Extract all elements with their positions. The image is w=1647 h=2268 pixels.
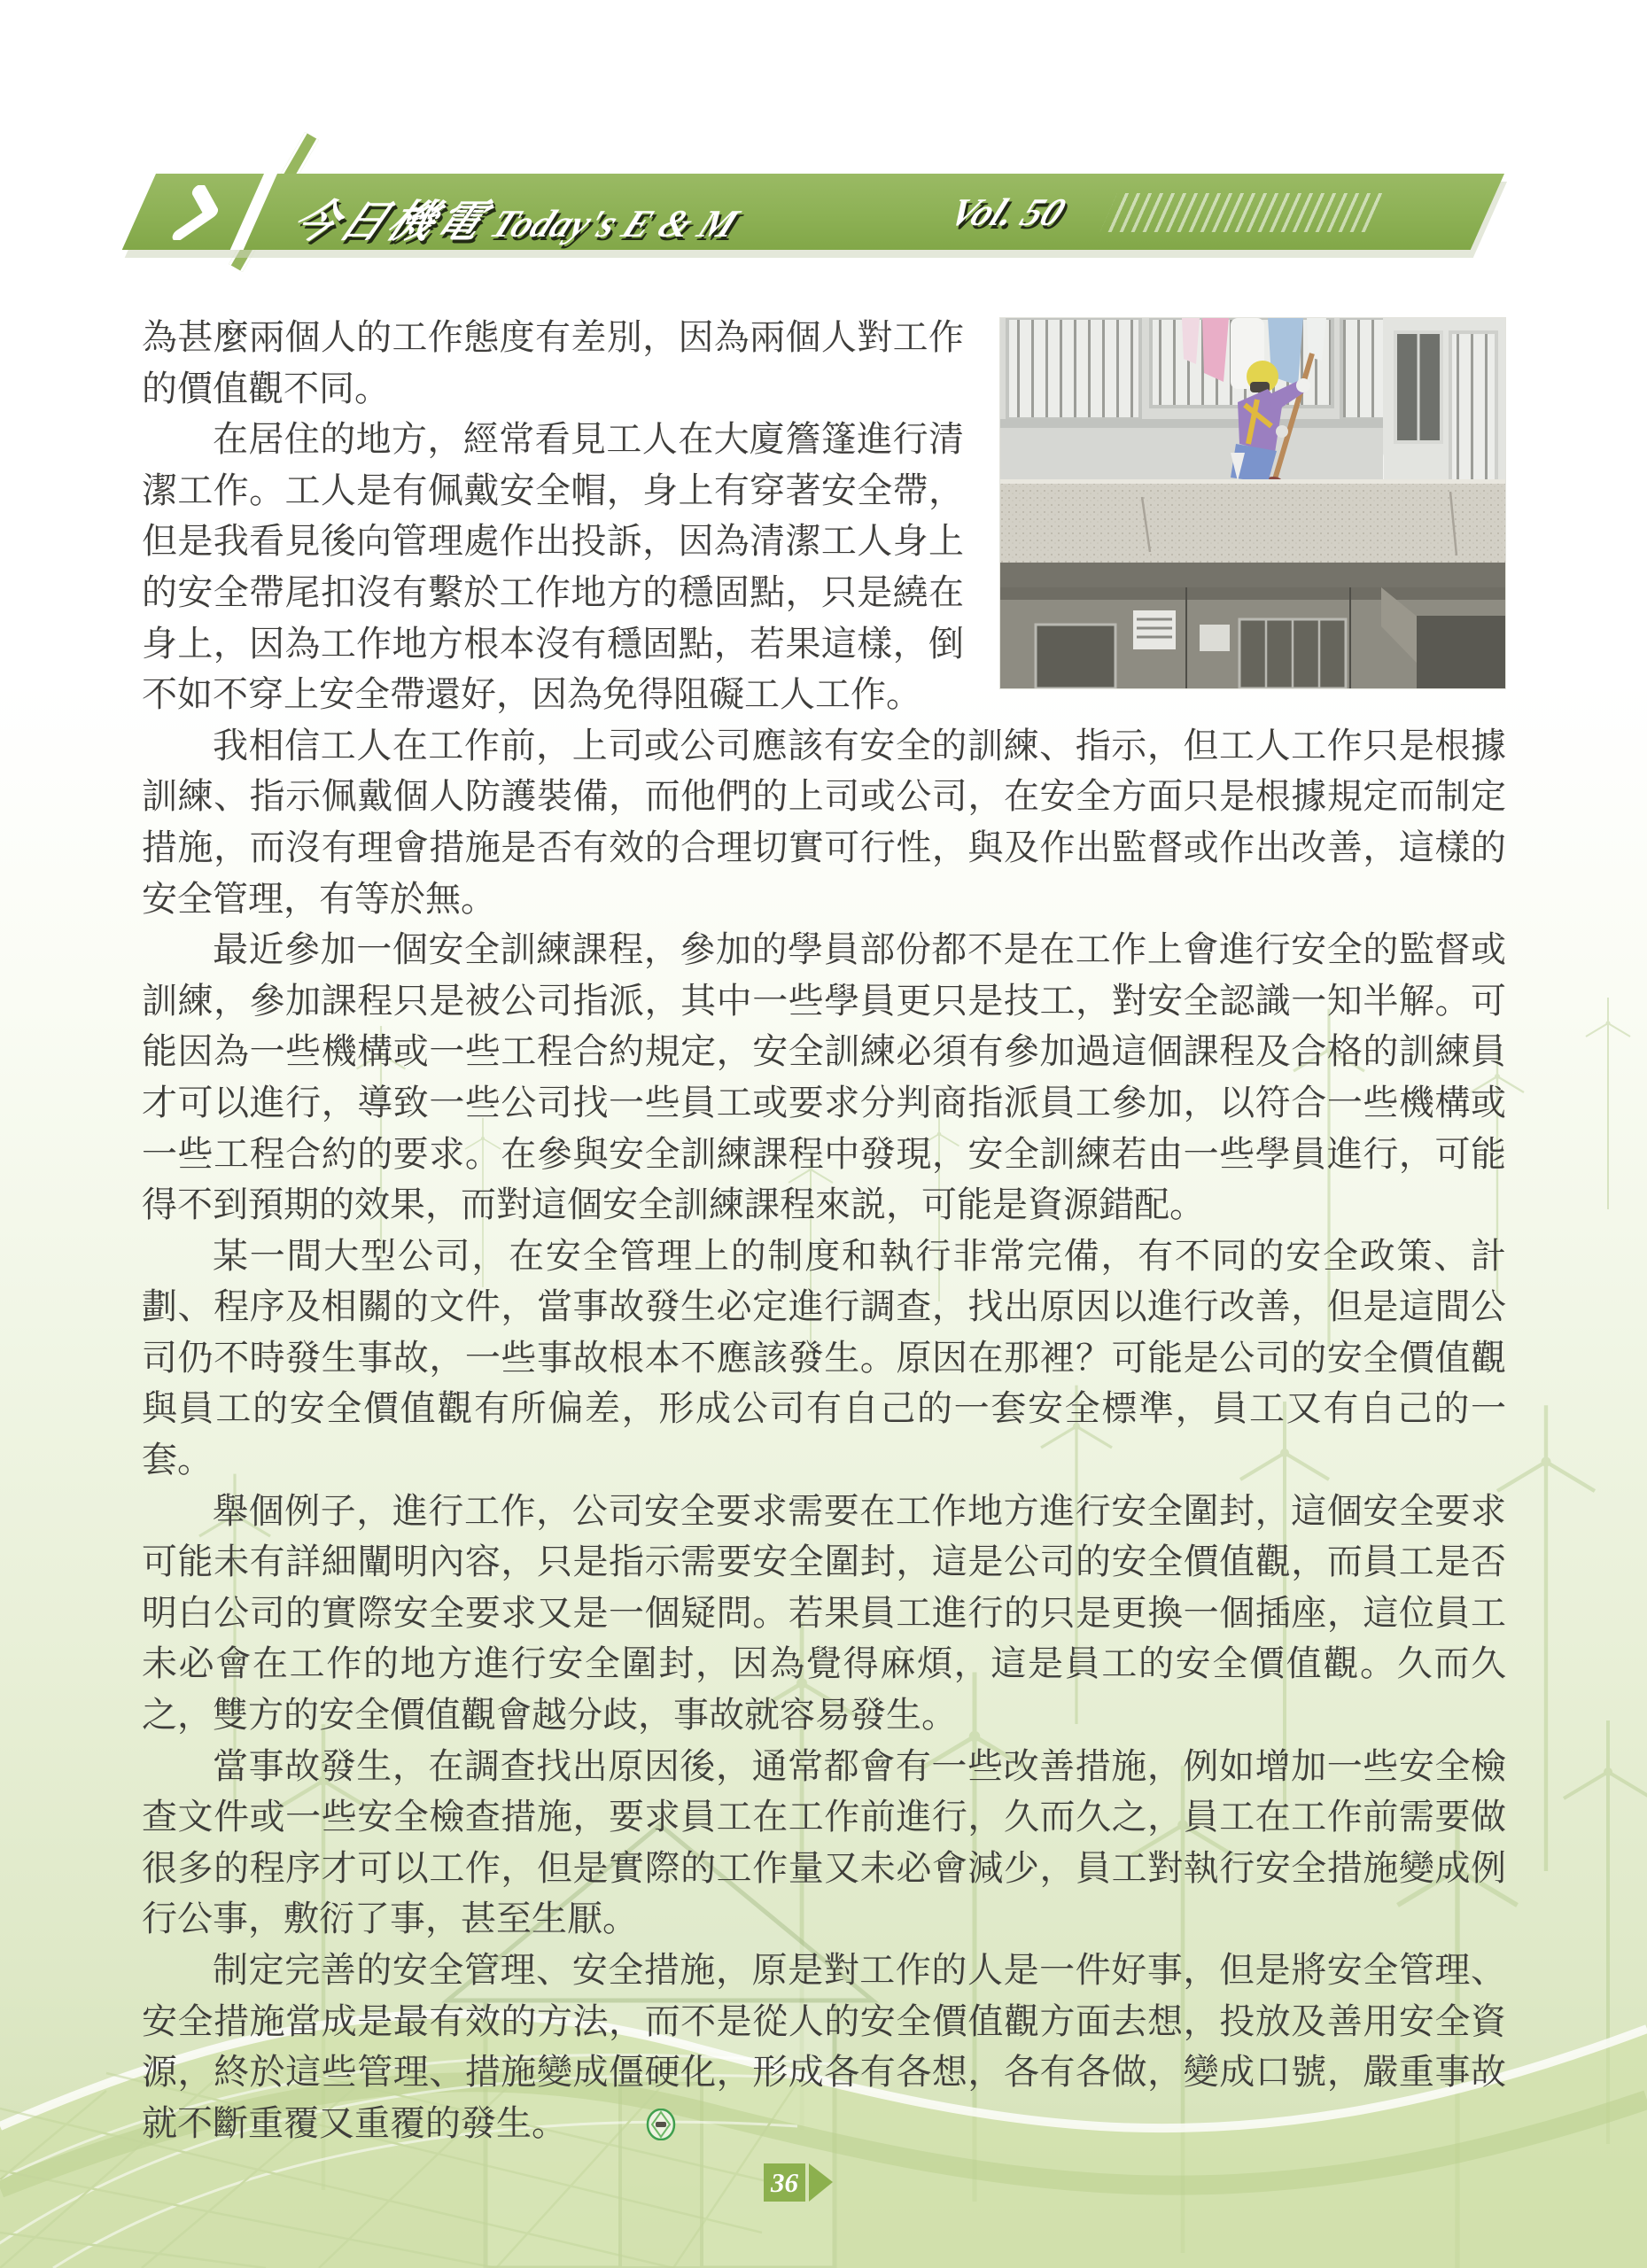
article-paragraph: 當事故發生，在調查找出原因後，通常都會有一些改善措施，例如增加一些安全檢查文件或一些安全檢查措施，要求員工在工作前進行，久而久之，員工在工作前需要做很多的程序才可以工作，但是實際的工作量又未必會減少，員工對執行安全措施變成例行公事，敷衍了事，甚至生厭。 (142, 1745, 1506, 1939)
article-paragraph: 最近參加一個安全訓練課程，參加的學員部份都不是在工作上會進行安全的監督或訓練，參加課程只是被公司指派，其中一些學員更只是技工，對安全認識一知半解。可能因為一些機構或一些工程合約規定，安全訓練必須有參加過這個課程及合格的訓練員才可以進行，導致一些公司找一些員工或要求分判商指派員工參加，以符合一些機構或一些工程合約的要求。在參與安全訓練課程中發現，安全訓練若由一些學員進行，可能得不到預期的效果，而對這個安全訓練課程來説，可能是資源錯配。 (142, 929, 1506, 1225)
article-paragraph: 為甚麼兩個人的工作態度有差別，因為兩個人對工作的價值觀不同。 (142, 317, 964, 408)
article-paragraph: 某一間大型公司，在安全管理上的制度和執行非常完備，有不同的安全政策、計劃、程序及相關的文件，當事故發生必定進行調查，找出原因以進行改善，但是這間公司仍不時發生事故，一些事故根本不應該發生。原因在那裡？可能是公司的安全價值觀與員工的安全價值觀有所偏差，形成公司有自己的一套安全標準，員工又有自己的一套。 (142, 1235, 1506, 1480)
magazine-title-zh: 今日機電 (283, 197, 497, 246)
banner-divider (230, 174, 277, 250)
magazine-title-en: Today's E & M (483, 202, 746, 245)
header-banner (122, 174, 1504, 250)
worker-photo (999, 317, 1506, 689)
end-of-article-icon (574, 2103, 677, 2155)
magazine-title (282, 186, 752, 250)
article-body (142, 312, 1506, 2154)
article-paragraph: 舉個例子，進行工作，公司安全要求需要在工作地方進行安全圍封，這個安全要求可能未有詳細闡明內容，只是指示需要安全圍封，這是公司的安全價值觀，而員工是否明白公司的實際安全要求又是一個疑問。若果員工進行的只是更換一個插座，這位員工未必會在工作的地方進行安全圍封，因為覺得麻煩，這是員工的安全價值觀。久而久之，雙方的安全價值觀會越分歧，事故就容易發生。 (142, 1490, 1506, 1736)
chevron-right-icon (169, 185, 235, 240)
page-number-badge (764, 2163, 833, 2202)
article-paragraph-text: 制定完善的安全管理、安全措施，原是對工作的人是一件好事，但是將安全管理、安全措施當成是最有效的方法，而不是從人的安全價值觀方面去想，投放及善用安全資源，終於這些管理、措施變成僵硬化，形成各有各想，各有各做，變成口號，嚴重事故就不斷重覆又重覆的發生。 (142, 1950, 1506, 2143)
volume-label: Vol. 50 (942, 190, 1073, 234)
page-number: 36 (764, 2163, 805, 2202)
article-paragraph: 在居住的地方，經常看見工人在大廈簷篷進行清潔工作。工人是有佩戴安全帽，身上有穿著安全帶，但是我看見後向管理處作出投訴，因為清潔工人身上的安全帶尾扣沒有繫於工作地方的穩固點，只是繞在身上，因為工作地方根本沒有穩固點，若果這樣，倒不如不穿上安全帶還好，因為免得阻礙工人工作。 (142, 419, 964, 715)
page-arrow-icon (809, 2163, 833, 2202)
article-paragraph: 我相信工人在工作前，上司或公司應該有安全的訓練、指示，但工人工作只是根據訓練、指示佩戴個人防護裝備，而他們的上司或公司，在安全方面只是根據規定而制定措施，而沒有理會措施是否有效的合理切實可行性，與及作出監督或作出改善，這樣的安全管理，有等於無。 (142, 725, 1506, 919)
slash-stripes-decoration (1100, 193, 1384, 232)
article-paragraph (142, 1945, 1506, 2154)
